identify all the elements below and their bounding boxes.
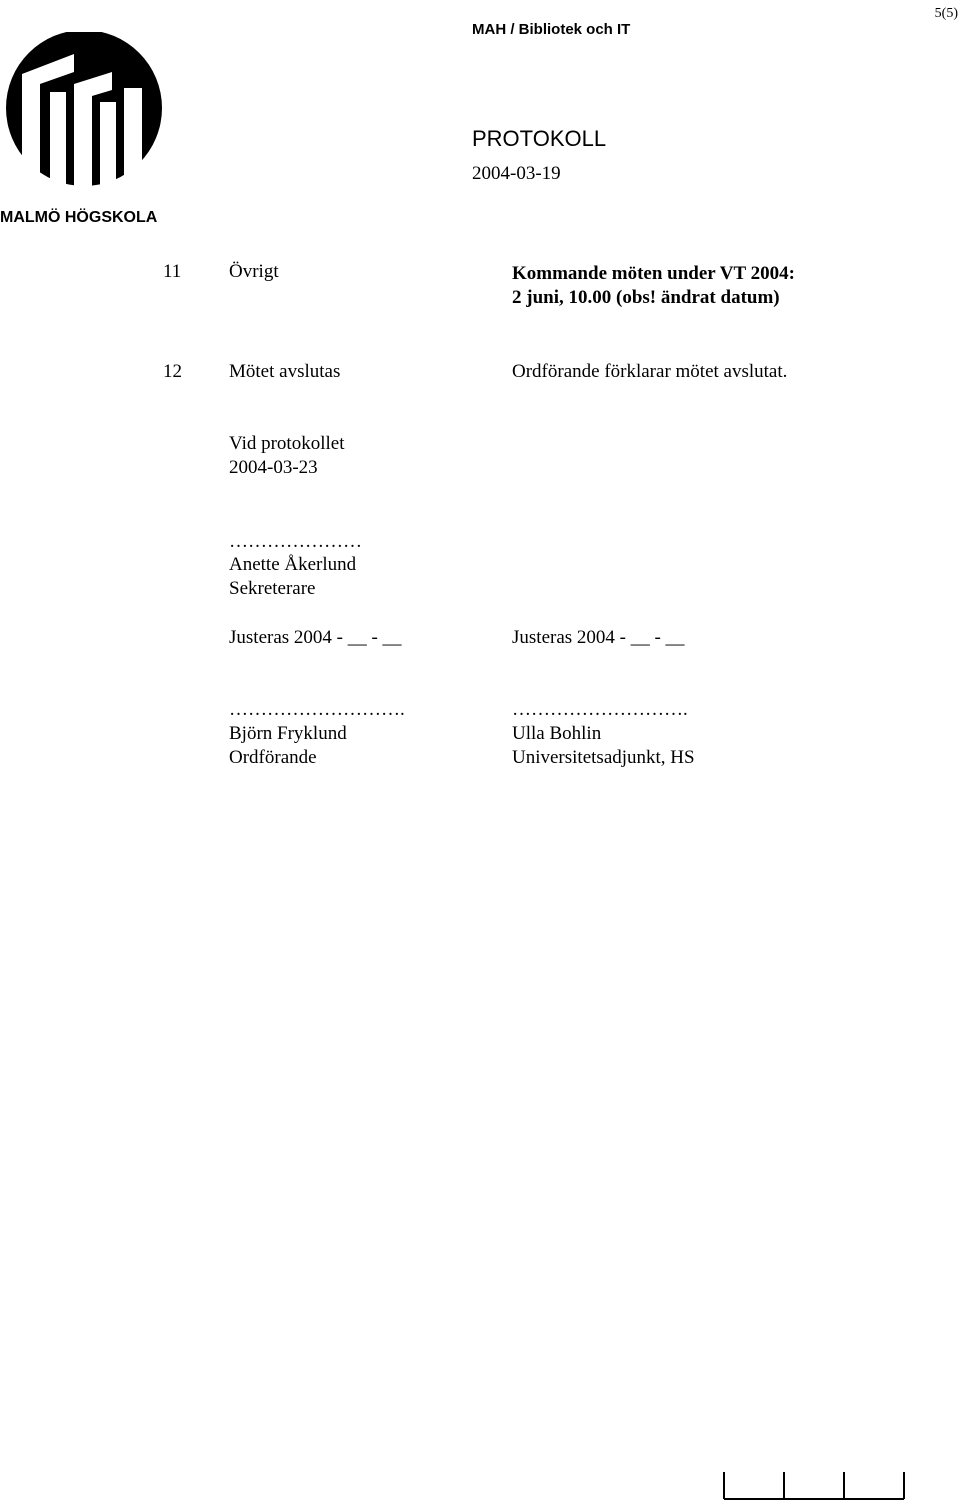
secretary-role: Sekreterare bbox=[229, 578, 316, 599]
university-logo bbox=[0, 32, 168, 228]
signature-dots: ………………………. bbox=[229, 699, 405, 720]
secretary-name: Anette Åkerlund bbox=[229, 554, 357, 575]
item-heading: Mötet avslutas bbox=[229, 361, 341, 382]
item-text-line: 2 juni, 10.00 (obs! ändrat datum) bbox=[512, 287, 780, 308]
logo-text: MALMÖ HÖGSKOLA bbox=[0, 209, 158, 226]
page-number: 5(5) bbox=[934, 6, 958, 21]
item-text-line: Kommande möten under VT 2004: bbox=[512, 263, 795, 284]
adjuster-role: Ordförande bbox=[229, 747, 317, 768]
adjuster-role: Universitetsadjunkt, HS bbox=[512, 747, 695, 768]
signature-dots: ………………………. bbox=[512, 699, 688, 720]
adjuster-name: Ulla Bohlin bbox=[512, 723, 602, 744]
department-label: MAH / Bibliotek och IT bbox=[472, 21, 631, 38]
item-number: 12 bbox=[163, 361, 182, 382]
justeras-line: Justeras 2004 - __ - __ bbox=[229, 627, 402, 648]
minutes-label: Vid protokollet bbox=[229, 433, 345, 454]
item-heading: Övrigt bbox=[229, 261, 279, 282]
minutes-date: 2004-03-23 bbox=[229, 457, 318, 478]
initials-boxes bbox=[722, 1472, 906, 1500]
logo-mark-icon bbox=[0, 32, 168, 228]
document-date: 2004-03-19 bbox=[472, 163, 561, 184]
justeras-line: Justeras 2004 - __ - __ bbox=[512, 627, 685, 648]
document-title: PROTOKOLL bbox=[472, 126, 607, 151]
item-number: 11 bbox=[163, 261, 182, 282]
adjuster-name: Björn Fryklund bbox=[229, 723, 347, 744]
signature-dots: ………………… bbox=[229, 531, 362, 552]
item-text-line: Ordförande förklarar mötet avslutat. bbox=[512, 361, 788, 382]
